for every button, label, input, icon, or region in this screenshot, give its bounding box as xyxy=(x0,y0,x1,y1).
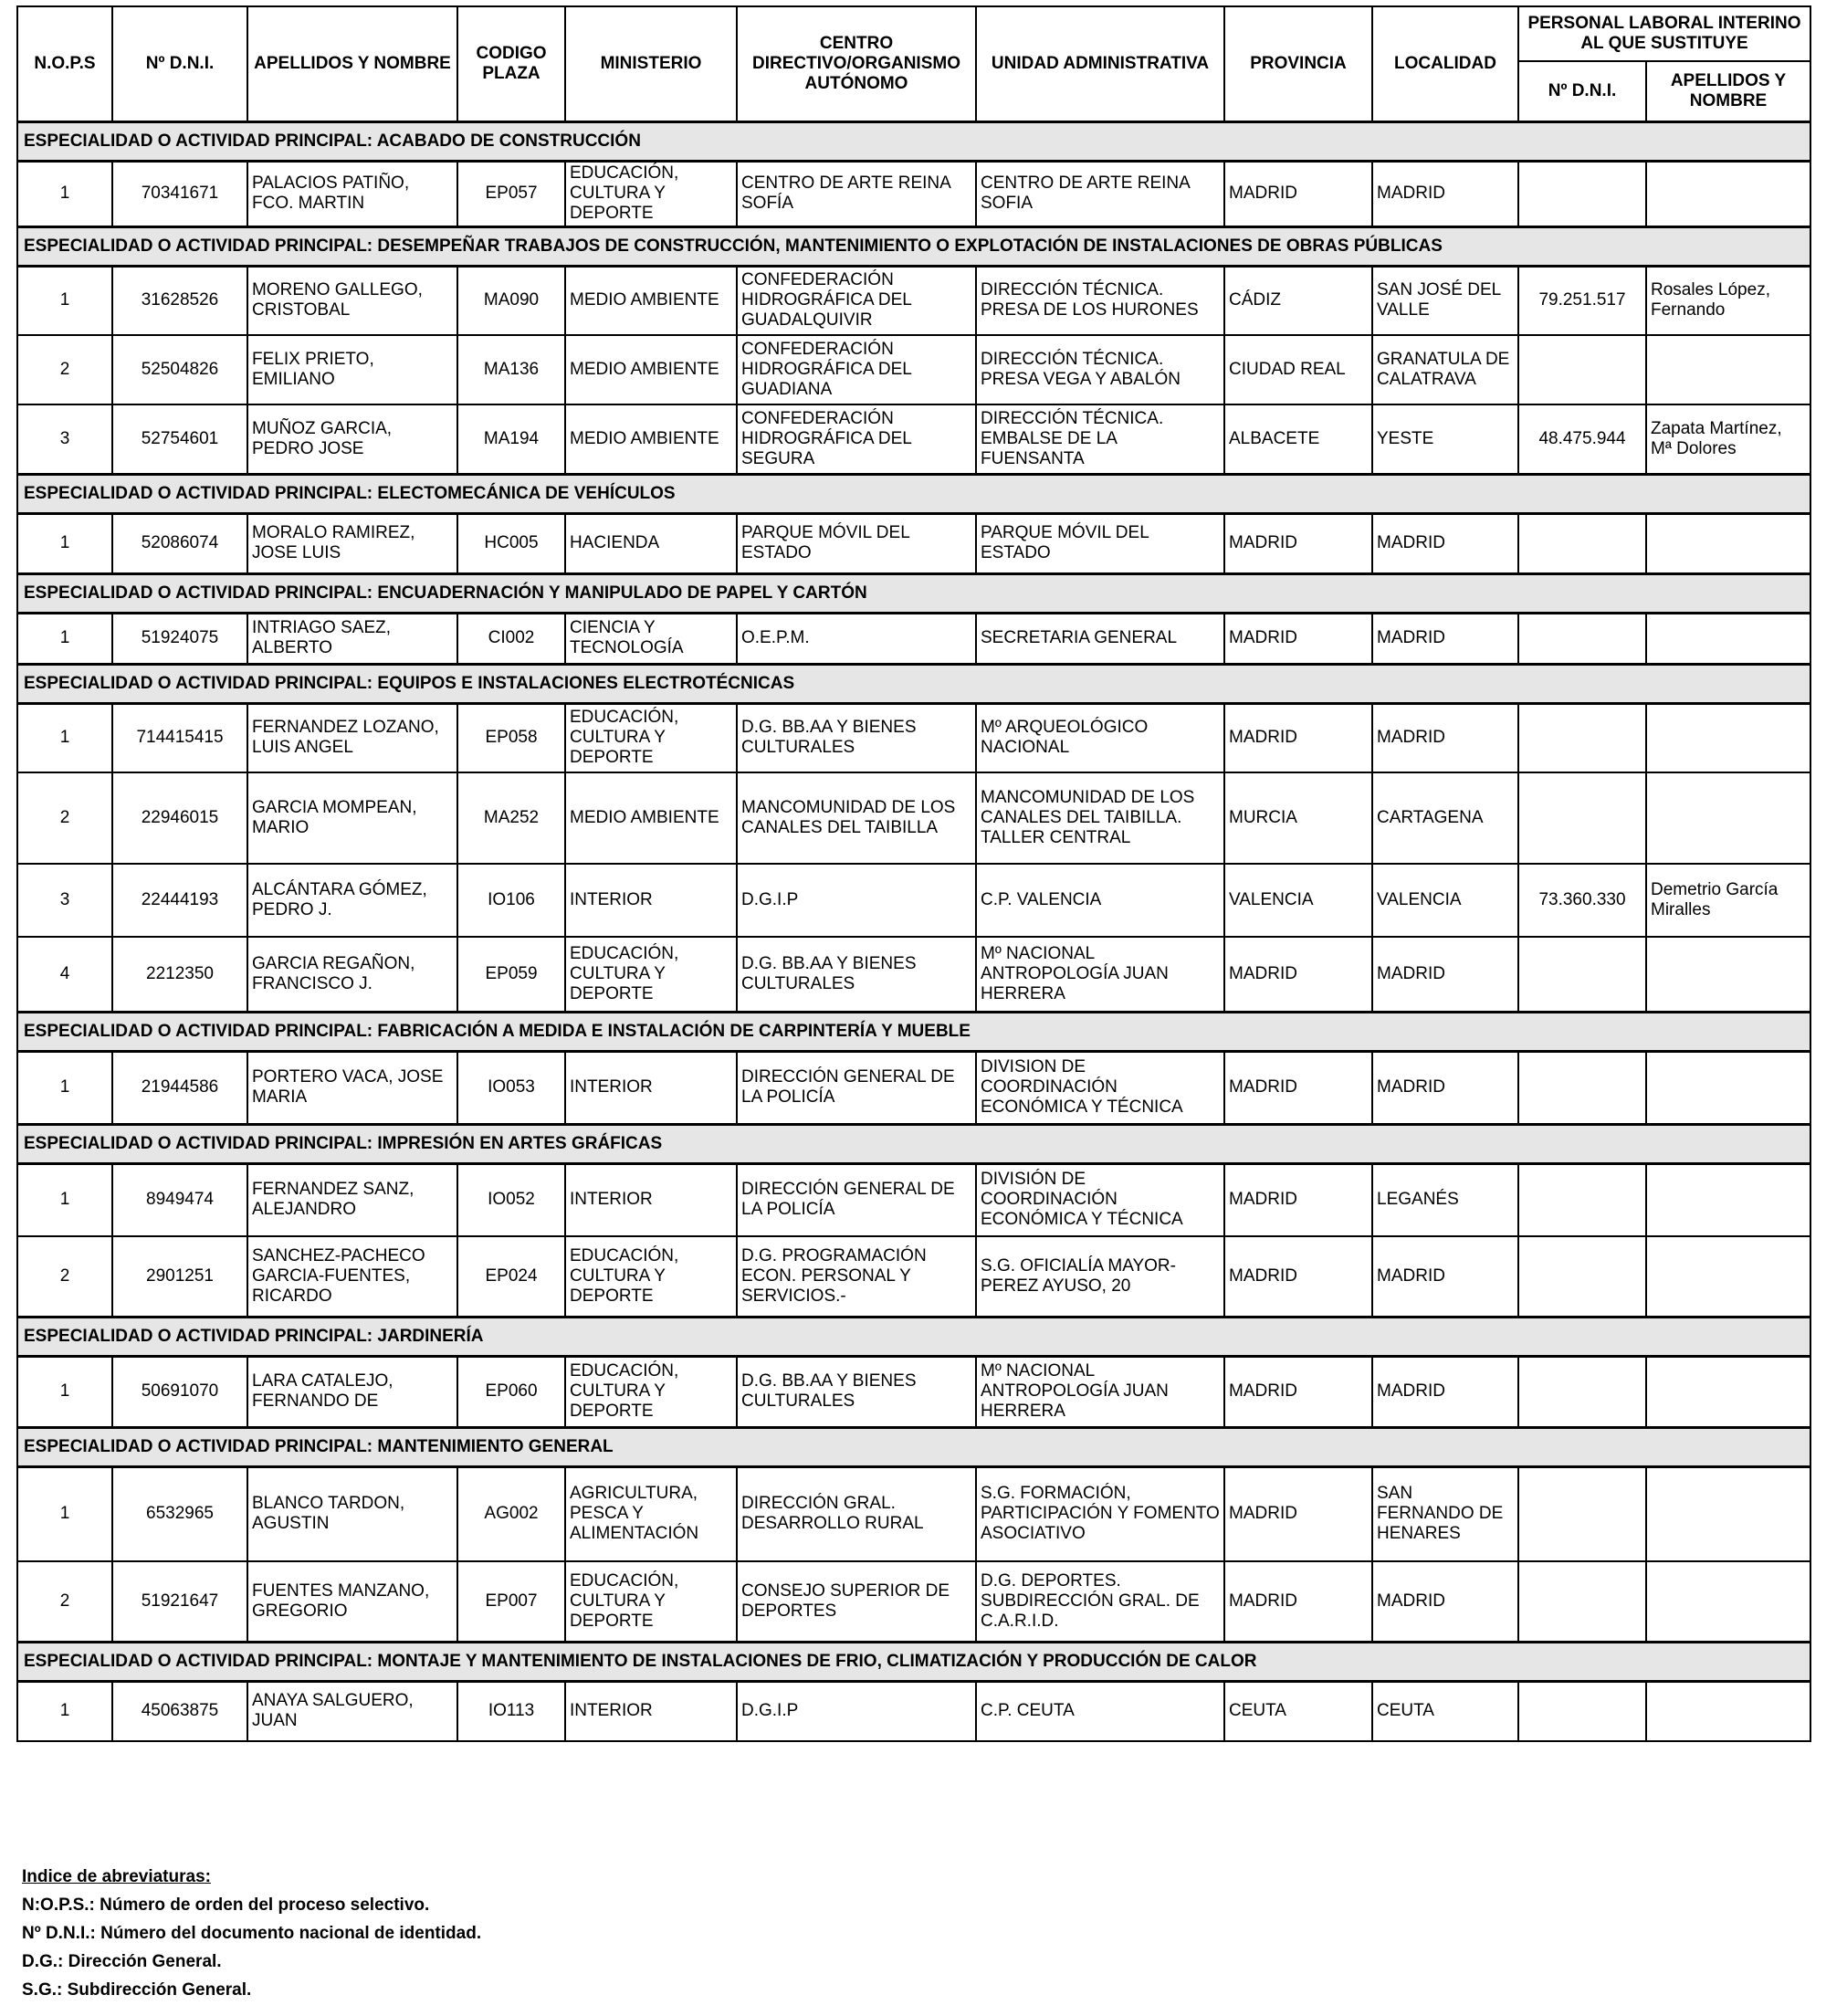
cell-unidad: CENTRO DE ARTE REINA SOFIA xyxy=(976,161,1224,226)
cell-ministerio: EDUCACIÓN, CULTURA Y DEPORTE xyxy=(565,1236,737,1317)
cell-provincia: MADRID xyxy=(1224,1561,1372,1642)
cell-dni: 2212350 xyxy=(112,937,247,1012)
cell-unidad: DIRECCIÓN TÉCNICA. EMBALSE DE LA FUENSANTA xyxy=(976,404,1224,474)
cell-dni: 2901251 xyxy=(112,1236,247,1317)
cell-nops: 3 xyxy=(17,404,112,474)
cell-centro: DIRECCIÓN GRAL. DESARROLLO RURAL xyxy=(737,1466,976,1561)
header-sub-dni: Nº D.N.I. xyxy=(1518,61,1646,121)
cell-unidad: DIRECCIÓN TÉCNICA. PRESA DE LOS HURONES xyxy=(976,266,1224,335)
section-title: ESPECIALIDAD O ACTIVIDAD PRINCIPAL: FABRICACIÓN A MEDIDA E INSTALACIÓN DE CARPINTERÍA Y MUEBLE xyxy=(17,1012,1810,1051)
cell-provincia: MADRID xyxy=(1224,1466,1372,1561)
table-row xyxy=(17,864,1810,937)
cell-provincia: MADRID xyxy=(1224,1051,1372,1124)
cell-dni: 52754601 xyxy=(112,404,247,474)
cell-sub-nombre xyxy=(1646,161,1810,226)
cell-provincia: MADRID xyxy=(1224,937,1372,1012)
cell-unidad: DIVISION DE COORDINACIÓN ECONÓMICA Y TÉCNICA xyxy=(976,1051,1224,1124)
table-row xyxy=(17,161,1810,226)
cell-ministerio: HACIENDA xyxy=(565,513,737,573)
cell-sub-dni xyxy=(1518,1051,1646,1124)
cell-nombre: PALACIOS PATIÑO, FCO. MARTIN xyxy=(247,161,457,226)
cell-localidad: MADRID xyxy=(1372,1051,1518,1124)
cell-centro: D.G.I.P xyxy=(737,864,976,937)
cell-codigo: IO106 xyxy=(457,864,565,937)
cell-nops: 2 xyxy=(17,335,112,404)
cell-dni: 22444193 xyxy=(112,864,247,937)
cell-provincia: CEUTA xyxy=(1224,1681,1372,1741)
header-localidad: LOCALIDAD xyxy=(1372,6,1518,121)
cell-sub-nombre xyxy=(1646,703,1810,772)
table-row xyxy=(17,937,1810,1012)
header-nops: N.O.P.S xyxy=(17,6,112,121)
cell-unidad: DIVISIÓN DE COORDINACIÓN ECONÓMICA Y TÉCNICA xyxy=(976,1163,1224,1236)
cell-localidad: MADRID xyxy=(1372,703,1518,772)
header-dni: Nº D.N.I. xyxy=(112,6,247,121)
cell-nops: 1 xyxy=(17,1466,112,1561)
cell-sub-nombre xyxy=(1646,1163,1810,1236)
table-body xyxy=(17,121,1810,1741)
cell-nombre: ANAYA SALGUERO, JUAN xyxy=(247,1681,457,1741)
cell-dni: 6532965 xyxy=(112,1466,247,1561)
cell-sub-dni: 73.360.330 xyxy=(1518,864,1646,937)
table-row xyxy=(17,266,1810,335)
cell-sub-dni xyxy=(1518,335,1646,404)
cell-sub-dni xyxy=(1518,613,1646,664)
cell-localidad: CEUTA xyxy=(1372,1681,1518,1741)
cell-sub-dni xyxy=(1518,161,1646,226)
cell-codigo: EP024 xyxy=(457,1236,565,1317)
section-title: ESPECIALIDAD O ACTIVIDAD PRINCIPAL: JARDINERÍA xyxy=(17,1317,1810,1356)
cell-dni: 51924075 xyxy=(112,613,247,664)
cell-provincia: CÁDIZ xyxy=(1224,266,1372,335)
cell-centro: DIRECCIÓN GENERAL DE LA POLICÍA xyxy=(737,1163,976,1236)
cell-sub-nombre xyxy=(1646,772,1810,864)
cell-dni: 31628526 xyxy=(112,266,247,335)
section-header-row xyxy=(17,226,1810,266)
header-unidad: UNIDAD ADMINISTRATIVA xyxy=(976,6,1224,121)
cell-centro: D.G. BB.AA Y BIENES CULTURALES xyxy=(737,937,976,1012)
cell-ministerio: MEDIO AMBIENTE xyxy=(565,772,737,864)
cell-nops: 2 xyxy=(17,1561,112,1642)
cell-centro: D.G. BB.AA Y BIENES CULTURALES xyxy=(737,703,976,772)
cell-dni: 21944586 xyxy=(112,1051,247,1124)
cell-dni: 45063875 xyxy=(112,1681,247,1741)
cell-localidad: SAN FERNANDO DE HENARES xyxy=(1372,1466,1518,1561)
cell-localidad: MADRID xyxy=(1372,161,1518,226)
section-title: ESPECIALIDAD O ACTIVIDAD PRINCIPAL: ELECTOMECÁNICA DE VEHÍCULOS xyxy=(17,474,1810,513)
cell-ministerio: EDUCACIÓN, CULTURA Y DEPORTE xyxy=(565,1561,737,1642)
abbreviation-item: D.G.: Dirección General. xyxy=(22,1952,222,1971)
table-row xyxy=(17,1681,1810,1741)
cell-nops: 3 xyxy=(17,864,112,937)
cell-ministerio: MEDIO AMBIENTE xyxy=(565,404,737,474)
cell-nops: 4 xyxy=(17,937,112,1012)
cell-ministerio: MEDIO AMBIENTE xyxy=(565,335,737,404)
cell-nombre: FELIX PRIETO, EMILIANO xyxy=(247,335,457,404)
document xyxy=(16,5,1810,1742)
section-title: ESPECIALIDAD O ACTIVIDAD PRINCIPAL: MANTENIMIENTO GENERAL xyxy=(17,1427,1810,1466)
cell-nops: 1 xyxy=(17,1051,112,1124)
cell-provincia: MURCIA xyxy=(1224,772,1372,864)
table-row xyxy=(17,1561,1810,1642)
cell-centro: CENTRO DE ARTE REINA SOFÍA xyxy=(737,161,976,226)
cell-sub-nombre xyxy=(1646,1356,1810,1427)
header-nombre: APELLIDOS Y NOMBRE xyxy=(247,6,457,121)
cell-centro: MANCOMUNIDAD DE LOS CANALES DEL TAIBILLA xyxy=(737,772,976,864)
cell-sub-nombre xyxy=(1646,335,1810,404)
cell-nombre: PORTERO VACA, JOSE MARIA xyxy=(247,1051,457,1124)
cell-sub-dni xyxy=(1518,1236,1646,1317)
cell-unidad: S.G. OFICIALÍA MAYOR- PEREZ AYUSO, 20 xyxy=(976,1236,1224,1317)
cell-unidad: Mº NACIONAL ANTROPOLOGÍA JUAN HERRERA xyxy=(976,937,1224,1012)
abbreviations xyxy=(22,1863,481,2004)
cell-sub-dni: 48.475.944 xyxy=(1518,404,1646,474)
cell-dni: 8949474 xyxy=(112,1163,247,1236)
header-codigo: CODIGO PLAZA xyxy=(457,6,565,121)
header-provincia: PROVINCIA xyxy=(1224,6,1372,121)
table-row xyxy=(17,703,1810,772)
cell-unidad: MANCOMUNIDAD DE LOS CANALES DEL TAIBILLA. TALLER CENTRAL xyxy=(976,772,1224,864)
abbreviations-title: Indice de abreviaturas: xyxy=(22,1867,211,1886)
cell-localidad: MADRID xyxy=(1372,1236,1518,1317)
cell-dni: 714415415 xyxy=(112,703,247,772)
cell-centro: D.G. PROGRAMACIÓN ECON. PERSONAL Y SERVICIOS.- xyxy=(737,1236,976,1317)
cell-provincia: MADRID xyxy=(1224,613,1372,664)
abbreviation-item: S.G.: Subdirección General. xyxy=(22,1980,252,2000)
cell-sub-dni xyxy=(1518,703,1646,772)
table-row xyxy=(17,404,1810,474)
section-title: ESPECIALIDAD O ACTIVIDAD PRINCIPAL: EQUIPOS E INSTALACIONES ELECTROTÉCNICAS xyxy=(17,664,1810,703)
cell-codigo: EP057 xyxy=(457,161,565,226)
cell-dni: 70341671 xyxy=(112,161,247,226)
cell-sub-dni xyxy=(1518,772,1646,864)
cell-centro: CONFEDERACIÓN HIDROGRÁFICA DEL SEGURA xyxy=(737,404,976,474)
section-title: ESPECIALIDAD O ACTIVIDAD PRINCIPAL: ACABADO DE CONSTRUCCIÓN xyxy=(17,121,1810,161)
cell-nombre: FERNANDEZ LOZANO, LUIS ANGEL xyxy=(247,703,457,772)
cell-sub-dni xyxy=(1518,1356,1646,1427)
cell-unidad: DIRECCIÓN TÉCNICA. PRESA VEGA Y ABALÓN xyxy=(976,335,1224,404)
cell-localidad: LEGANÉS xyxy=(1372,1163,1518,1236)
cell-ministerio: CIENCIA Y TECNOLOGÍA xyxy=(565,613,737,664)
cell-dni: 51921647 xyxy=(112,1561,247,1642)
cell-centro: O.E.P.M. xyxy=(737,613,976,664)
section-header-row xyxy=(17,1317,1810,1356)
cell-ministerio: EDUCACIÓN, CULTURA Y DEPORTE xyxy=(565,937,737,1012)
cell-sub-dni xyxy=(1518,937,1646,1012)
cell-unidad: D.G. DEPORTES. SUBDIRECCIÓN GRAL. DE C.A.R.I.D. xyxy=(976,1561,1224,1642)
cell-nops: 1 xyxy=(17,1681,112,1741)
cell-sub-nombre xyxy=(1646,1466,1810,1561)
cell-codigo: MA090 xyxy=(457,266,565,335)
cell-codigo: MA136 xyxy=(457,335,565,404)
cell-codigo: EP059 xyxy=(457,937,565,1012)
cell-sub-nombre xyxy=(1646,1561,1810,1642)
cell-nombre: MUÑOZ GARCIA, PEDRO JOSE xyxy=(247,404,457,474)
cell-provincia: ALBACETE xyxy=(1224,404,1372,474)
section-header-row xyxy=(17,1427,1810,1466)
cell-unidad: Mº ARQUEOLÓGICO NACIONAL xyxy=(976,703,1224,772)
section-header-row xyxy=(17,573,1810,613)
cell-localidad: MADRID xyxy=(1372,613,1518,664)
table-row xyxy=(17,1466,1810,1561)
cell-unidad: Mº NACIONAL ANTROPOLOGÍA JUAN HERRERA xyxy=(976,1356,1224,1427)
cell-ministerio: EDUCACIÓN, CULTURA Y DEPORTE xyxy=(565,161,737,226)
cell-nombre: FUENTES MANZANO, GREGORIO xyxy=(247,1561,457,1642)
cell-sub-dni xyxy=(1518,1681,1646,1741)
cell-dni: 52504826 xyxy=(112,335,247,404)
cell-provincia: MADRID xyxy=(1224,1356,1372,1427)
cell-dni: 52086074 xyxy=(112,513,247,573)
positions-table xyxy=(16,5,1811,1742)
cell-sub-nombre xyxy=(1646,1236,1810,1317)
cell-centro: CONFEDERACIÓN HIDROGRÁFICA DEL GUADALQUIVIR xyxy=(737,266,976,335)
cell-codigo: AG002 xyxy=(457,1466,565,1561)
cell-centro: CONFEDERACIÓN HIDROGRÁFICA DEL GUADIANA xyxy=(737,335,976,404)
table-row xyxy=(17,772,1810,864)
cell-unidad: C.P. VALENCIA xyxy=(976,864,1224,937)
cell-ministerio: INTERIOR xyxy=(565,1051,737,1124)
cell-nops: 1 xyxy=(17,1163,112,1236)
cell-provincia: MADRID xyxy=(1224,513,1372,573)
section-title: ESPECIALIDAD O ACTIVIDAD PRINCIPAL: ENCUADERNACIÓN Y MANIPULADO DE PAPEL Y CARTÓN xyxy=(17,573,1810,613)
cell-dni: 22946015 xyxy=(112,772,247,864)
cell-nops: 1 xyxy=(17,613,112,664)
table-row xyxy=(17,513,1810,573)
table-row xyxy=(17,613,1810,664)
cell-nombre: INTRIAGO SAEZ, ALBERTO xyxy=(247,613,457,664)
section-header-row xyxy=(17,121,1810,161)
cell-localidad: CARTAGENA xyxy=(1372,772,1518,864)
table-row xyxy=(17,335,1810,404)
cell-nops: 2 xyxy=(17,1236,112,1317)
cell-unidad: SECRETARIA GENERAL xyxy=(976,613,1224,664)
cell-ministerio: INTERIOR xyxy=(565,1163,737,1236)
cell-nops: 1 xyxy=(17,161,112,226)
cell-centro: DIRECCIÓN GENERAL DE LA POLICÍA xyxy=(737,1051,976,1124)
table-row xyxy=(17,1236,1810,1317)
cell-nombre: LARA CATALEJO, FERNANDO DE xyxy=(247,1356,457,1427)
table-row xyxy=(17,1356,1810,1427)
cell-sub-nombre: Rosales López, Fernando xyxy=(1646,266,1810,335)
cell-ministerio: AGRICULTURA, PESCA Y ALIMENTACIÓN xyxy=(565,1466,737,1561)
cell-nops: 1 xyxy=(17,513,112,573)
cell-codigo: EP007 xyxy=(457,1561,565,1642)
section-title: ESPECIALIDAD O ACTIVIDAD PRINCIPAL: DESEMPEÑAR TRABAJOS DE CONSTRUCCIÓN, MANTENIMIENTO O EXPLOTACIÓN DE INSTALACIONES DE OBRAS PÚBLICAS xyxy=(17,226,1810,266)
section-header-row xyxy=(17,1642,1810,1681)
cell-nombre: SANCHEZ-PACHECO GARCIA-FUENTES, RICARDO xyxy=(247,1236,457,1317)
cell-unidad: S.G. FORMACIÓN, PARTICIPACIÓN Y FOMENTO ASOCIATIVO xyxy=(976,1466,1224,1561)
cell-nops: 1 xyxy=(17,703,112,772)
cell-codigo: MA252 xyxy=(457,772,565,864)
cell-nombre: MORENO GALLEGO, CRISTOBAL xyxy=(247,266,457,335)
cell-ministerio: INTERIOR xyxy=(565,1681,737,1741)
cell-nombre: MORALO RAMIREZ, JOSE LUIS xyxy=(247,513,457,573)
cell-sub-dni xyxy=(1518,1163,1646,1236)
cell-centro: CONSEJO SUPERIOR DE DEPORTES xyxy=(737,1561,976,1642)
cell-sub-nombre xyxy=(1646,937,1810,1012)
section-header-row xyxy=(17,1124,1810,1163)
cell-nops: 2 xyxy=(17,772,112,864)
section-header-row xyxy=(17,664,1810,703)
cell-nombre: GARCIA MOMPEAN, MARIO xyxy=(247,772,457,864)
cell-nops: 1 xyxy=(17,1356,112,1427)
cell-provincia: MADRID xyxy=(1224,161,1372,226)
cell-provincia: VALENCIA xyxy=(1224,864,1372,937)
cell-centro: D.G.I.P xyxy=(737,1681,976,1741)
cell-nops: 1 xyxy=(17,266,112,335)
cell-sub-dni xyxy=(1518,513,1646,573)
cell-sub-nombre xyxy=(1646,1681,1810,1741)
cell-localidad: MADRID xyxy=(1372,1356,1518,1427)
cell-codigo: EP058 xyxy=(457,703,565,772)
cell-dni: 50691070 xyxy=(112,1356,247,1427)
cell-sub-nombre xyxy=(1646,513,1810,573)
section-title: ESPECIALIDAD O ACTIVIDAD PRINCIPAL: MONTAJE Y MANTENIMIENTO DE INSTALACIONES DE FRIO, CLIMATIZACIÓN Y PRODUCCIÓN DE CALOR xyxy=(17,1642,1810,1681)
cell-provincia: MADRID xyxy=(1224,1236,1372,1317)
section-title: ESPECIALIDAD O ACTIVIDAD PRINCIPAL: IMPRESIÓN EN ARTES GRÁFICAS xyxy=(17,1124,1810,1163)
cell-codigo: IO113 xyxy=(457,1681,565,1741)
header-centro: CENTRO DIRECTIVO/ORGANISMO AUTÓNOMO xyxy=(737,6,976,121)
cell-sub-dni: 79.251.517 xyxy=(1518,266,1646,335)
abbreviation-item: N:O.P.S.: Número de orden del proceso selectivo. xyxy=(22,1895,430,1915)
cell-ministerio: EDUCACIÓN, CULTURA Y DEPORTE xyxy=(565,703,737,772)
cell-centro: D.G. BB.AA Y BIENES CULTURALES xyxy=(737,1356,976,1427)
header-sub-nombre: APELLIDOS Y NOMBRE xyxy=(1646,61,1810,121)
cell-sub-nombre xyxy=(1646,1051,1810,1124)
cell-nombre: ALCÁNTARA GÓMEZ, PEDRO J. xyxy=(247,864,457,937)
cell-provincia: CIUDAD REAL xyxy=(1224,335,1372,404)
cell-provincia: MADRID xyxy=(1224,1163,1372,1236)
cell-localidad: SAN JOSÉ DEL VALLE xyxy=(1372,266,1518,335)
cell-sub-dni xyxy=(1518,1561,1646,1642)
cell-sub-nombre xyxy=(1646,613,1810,664)
cell-ministerio: EDUCACIÓN, CULTURA Y DEPORTE xyxy=(565,1356,737,1427)
cell-unidad: C.P. CEUTA xyxy=(976,1681,1224,1741)
cell-sub-dni xyxy=(1518,1466,1646,1561)
cell-codigo: EP060 xyxy=(457,1356,565,1427)
header-personal: PERSONAL LABORAL INTERINO AL QUE SUSTITUYE xyxy=(1518,6,1810,61)
cell-codigo: IO052 xyxy=(457,1163,565,1236)
cell-localidad: MADRID xyxy=(1372,513,1518,573)
cell-localidad: YESTE xyxy=(1372,404,1518,474)
cell-ministerio: INTERIOR xyxy=(565,864,737,937)
cell-localidad: VALENCIA xyxy=(1372,864,1518,937)
abbreviation-item: Nº D.N.I.: Número del documento nacional de identidad. xyxy=(22,1924,482,1943)
cell-codigo: MA194 xyxy=(457,404,565,474)
table-row xyxy=(17,1163,1810,1236)
header-ministerio: MINISTERIO xyxy=(565,6,737,121)
cell-codigo: IO053 xyxy=(457,1051,565,1124)
cell-provincia: MADRID xyxy=(1224,703,1372,772)
table-row xyxy=(17,1051,1810,1124)
cell-sub-nombre: Demetrio García Miralles xyxy=(1646,864,1810,937)
cell-unidad: PARQUE MÓVIL DEL ESTADO xyxy=(976,513,1224,573)
cell-localidad: MADRID xyxy=(1372,937,1518,1012)
cell-ministerio: MEDIO AMBIENTE xyxy=(565,266,737,335)
cell-codigo: CI002 xyxy=(457,613,565,664)
section-header-row xyxy=(17,1012,1810,1051)
cell-localidad: MADRID xyxy=(1372,1561,1518,1642)
cell-centro: PARQUE MÓVIL DEL ESTADO xyxy=(737,513,976,573)
cell-localidad: GRANATULA DE CALATRAVA xyxy=(1372,335,1518,404)
cell-nombre: FERNANDEZ SANZ, ALEJANDRO xyxy=(247,1163,457,1236)
cell-nombre: GARCIA REGAÑON, FRANCISCO J. xyxy=(247,937,457,1012)
section-header-row xyxy=(17,474,1810,513)
cell-nombre: BLANCO TARDON, AGUSTIN xyxy=(247,1466,457,1561)
cell-codigo: HC005 xyxy=(457,513,565,573)
cell-sub-nombre: Zapata Martínez, Mª Dolores xyxy=(1646,404,1810,474)
